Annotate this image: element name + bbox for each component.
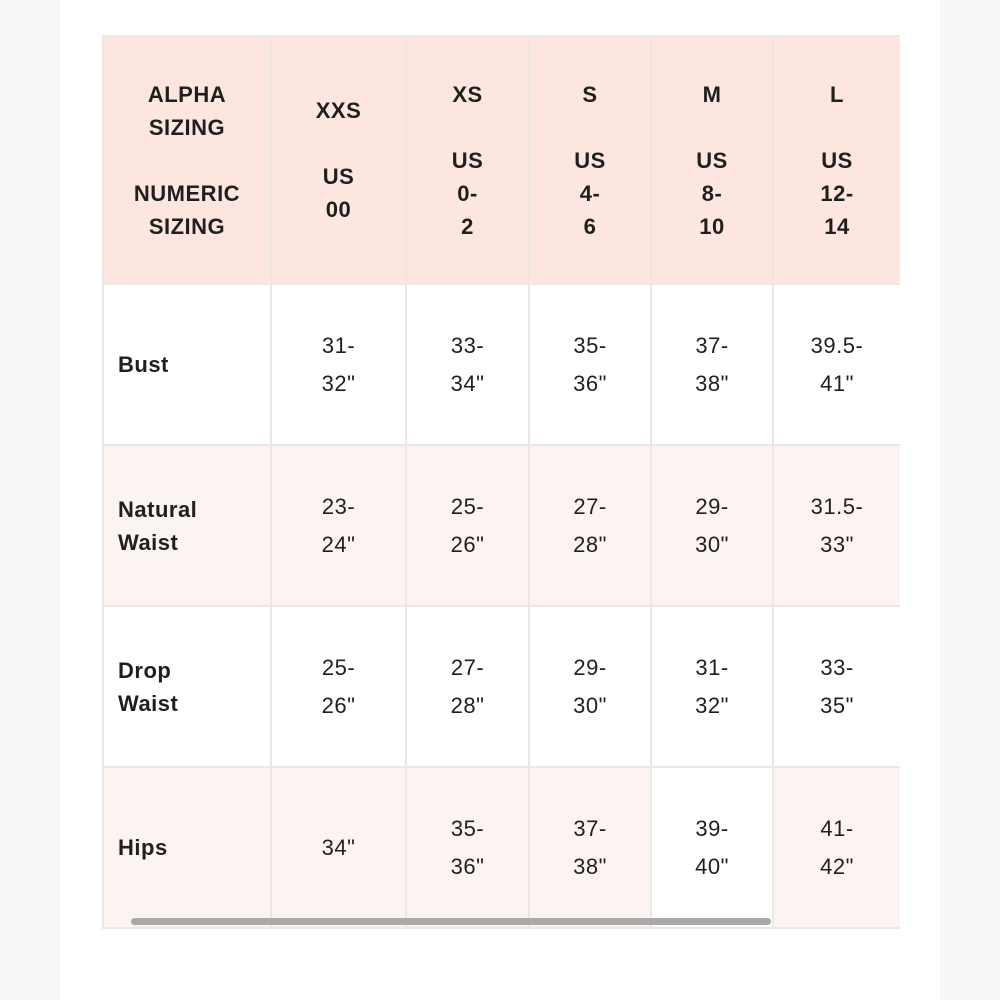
left-edge xyxy=(0,0,60,1000)
header-label-line: ALPHA xyxy=(147,81,227,107)
cell-line: 27- xyxy=(573,493,607,519)
cell-line: 42" xyxy=(820,853,854,879)
header-label-line: SIZING xyxy=(148,114,226,140)
row-label-text: Bust xyxy=(118,352,169,377)
header-label-line: NUMERIC xyxy=(133,180,241,206)
alpha-size: L xyxy=(830,81,844,107)
cell-line: 34" xyxy=(321,834,356,860)
cell-line: 29- xyxy=(695,493,729,519)
header-label-cell xyxy=(103,36,271,284)
cell-line: 25- xyxy=(321,654,356,680)
measurement-cell xyxy=(651,284,773,445)
row-label xyxy=(103,284,271,445)
header-size-cell-s xyxy=(529,36,651,284)
cell-line: 39- xyxy=(695,815,729,841)
cell-line: 33- xyxy=(820,654,854,680)
table-row-bust xyxy=(103,284,900,445)
cell-line: 37- xyxy=(573,815,607,841)
numeric-size-line: US xyxy=(574,147,606,173)
measurement-cell xyxy=(651,767,773,928)
measurement-cell xyxy=(529,445,651,606)
measurement-cell xyxy=(406,767,529,928)
numeric-size-line: 6 xyxy=(583,213,597,239)
measurement-cell xyxy=(773,606,900,767)
cell-line: 27- xyxy=(450,654,485,680)
header-label-line: SIZING xyxy=(148,213,226,239)
measurement-cell xyxy=(651,606,773,767)
table-row-drop-waist xyxy=(103,606,900,767)
cell-line: 30" xyxy=(695,531,729,557)
cell-line: 39.5- xyxy=(810,332,864,358)
numeric-size-line: 12- xyxy=(820,180,854,206)
cell-line: 33- xyxy=(450,332,485,358)
numeric-size-line: US xyxy=(696,147,728,173)
header-size-cell-xxs xyxy=(271,36,406,284)
header-size-cell-xs xyxy=(406,36,529,284)
header-size-cell-l xyxy=(773,36,900,284)
alpha-size: XXS xyxy=(315,98,362,123)
numeric-size-line: 0- xyxy=(457,180,478,206)
alpha-size: S xyxy=(582,81,598,107)
cell-line: 31- xyxy=(321,332,356,358)
cell-line: 34" xyxy=(450,370,485,396)
cell-line: 26" xyxy=(321,692,356,718)
row-label xyxy=(103,606,271,767)
alpha-size: M xyxy=(702,81,722,107)
cell-line: 28" xyxy=(573,531,607,557)
cell-line: 32" xyxy=(695,692,729,718)
cell-line: 33" xyxy=(820,531,854,557)
row-label-text: Waist xyxy=(118,690,179,716)
numeric-size-line: 8- xyxy=(701,180,723,206)
row-label xyxy=(103,445,271,606)
measurement-cell xyxy=(406,606,529,767)
numeric-size-line: 10 xyxy=(699,213,725,239)
measurement-cell xyxy=(529,606,651,767)
size-chart-scroll-area[interactable] xyxy=(102,35,900,930)
measurement-cell xyxy=(271,445,406,606)
row-label-text: Natural xyxy=(118,496,198,522)
measurement-cell xyxy=(406,284,529,445)
numeric-size-line: US xyxy=(451,147,484,173)
measurement-cell xyxy=(406,445,529,606)
measurement-cell xyxy=(529,767,651,928)
table-row-hips xyxy=(103,767,900,928)
numeric-size-line: 00 xyxy=(325,197,352,222)
cell-line: 37- xyxy=(695,332,729,358)
cell-line: 32" xyxy=(321,370,356,396)
numeric-size-line: US xyxy=(322,164,355,189)
row-label-text: Drop xyxy=(118,657,172,683)
header-size-cell-m xyxy=(651,36,773,284)
cell-line: 35- xyxy=(450,815,485,841)
cell-line: 29- xyxy=(573,654,607,680)
measurement-cell xyxy=(773,445,900,606)
cell-line: 41" xyxy=(820,370,854,396)
measurement-cell xyxy=(271,284,406,445)
cell-line: 40" xyxy=(695,853,729,879)
cell-line: 31.5- xyxy=(810,493,864,519)
measurement-cell xyxy=(773,767,900,928)
horizontal-scrollbar[interactable] xyxy=(131,918,771,925)
row-label-text: Waist xyxy=(118,529,179,555)
numeric-size-line: US xyxy=(821,147,853,173)
cell-line: 30" xyxy=(573,692,607,718)
size-chart-table xyxy=(102,35,900,929)
alpha-size: XS xyxy=(452,81,483,107)
cell-line: 35- xyxy=(573,332,607,358)
table-row-natural-waist xyxy=(103,445,900,606)
measurement-cell xyxy=(529,284,651,445)
right-edge xyxy=(940,0,1000,1000)
cell-line: 24" xyxy=(321,531,356,557)
cell-line: 38" xyxy=(695,370,729,396)
cell-line: 36" xyxy=(450,853,485,879)
cell-line: 25- xyxy=(450,493,485,519)
row-label-text: Hips xyxy=(118,835,168,860)
numeric-size-line: 2 xyxy=(461,213,474,239)
numeric-size-line: 4- xyxy=(579,180,601,206)
cell-line: 41- xyxy=(820,815,854,841)
measurement-cell xyxy=(651,445,773,606)
cell-line: 28" xyxy=(450,692,485,718)
measurement-cell xyxy=(773,284,900,445)
numeric-size-line: 14 xyxy=(824,213,850,239)
measurement-cell xyxy=(271,606,406,767)
cell-line: 23- xyxy=(321,493,356,519)
cell-line: 35" xyxy=(820,692,854,718)
cell-line: 31- xyxy=(695,654,729,680)
row-label xyxy=(103,767,271,928)
header-row xyxy=(103,36,900,284)
cell-line: 38" xyxy=(573,853,607,879)
cell-line: 26" xyxy=(450,531,485,557)
measurement-cell xyxy=(271,767,406,928)
cell-line: 36" xyxy=(573,370,607,396)
